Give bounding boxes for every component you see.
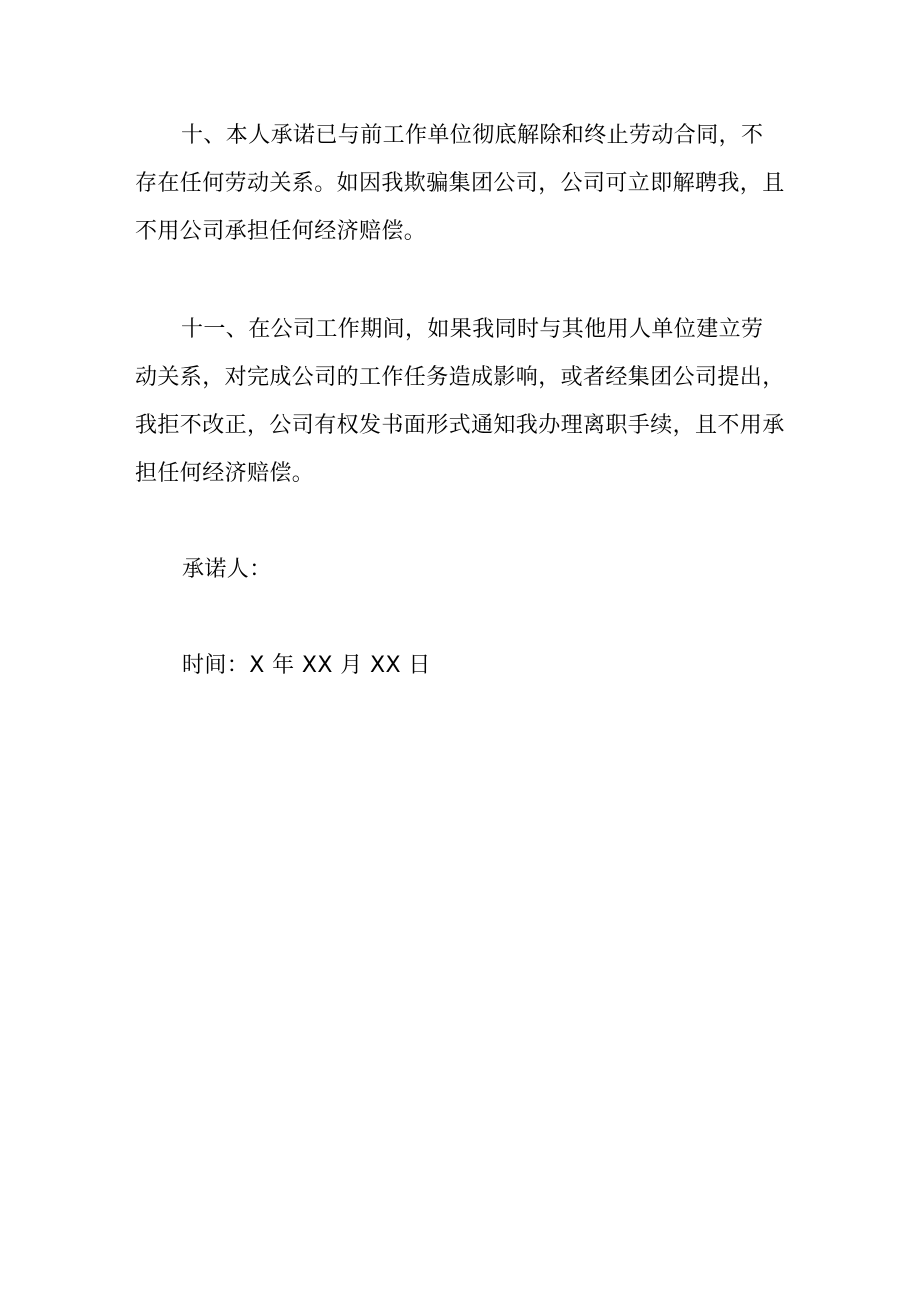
clause-10-paragraph [135, 112, 825, 256]
clause-11-paragraph [135, 306, 825, 498]
clause-10-line-1: 十、本人承诺已与前工作单位彻底解除和终止劳动合同，不 [181, 123, 764, 148]
clause-11-line-1: 十一、在公司工作期间，如果我同时与其他用人单位建立劳 [181, 317, 764, 342]
clause-11-line-4: 担任何经济赔偿。 [135, 461, 315, 486]
promisor-label: 承诺人： [182, 557, 272, 582]
clause-11-line-2: 动关系，对完成公司的工作任务造成影响，或者经集团公司提出， [135, 365, 785, 390]
clause-10-line-3: 不用公司承担任何经济赔偿。 [135, 219, 427, 244]
clause-11-line-3: 我拒不改正，公司有权发书面形式通知我办理离职手续，且不用承 [135, 413, 785, 438]
date-label: 时间：X 年 XX 月 XX 日 [182, 653, 431, 678]
clause-10-line-2: 存在任何劳动关系。如因我欺骗集团公司，公司可立即解聘我，且 [135, 171, 785, 196]
